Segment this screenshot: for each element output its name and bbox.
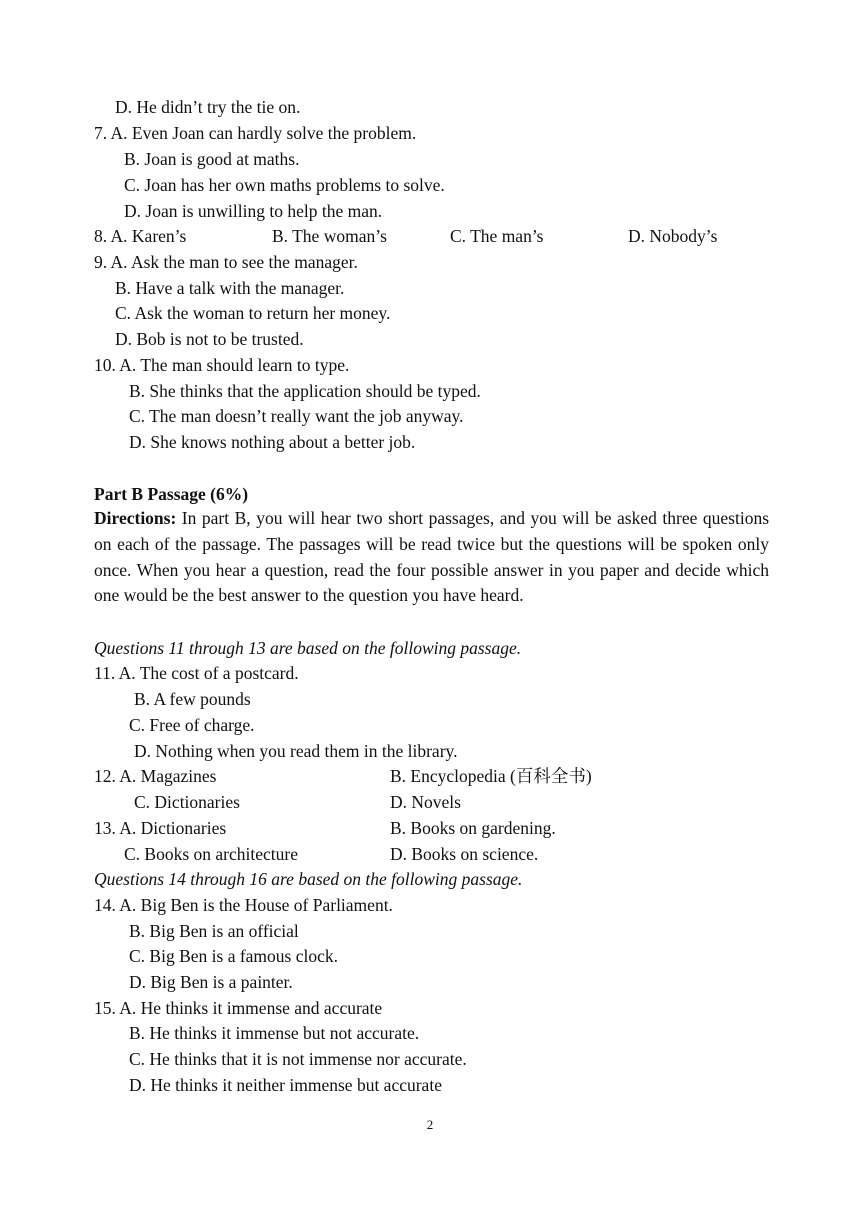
q15-option-c: C. He thinks that it is not immense nor accurate.: [129, 1049, 467, 1069]
q11-option-a: 11. A. The cost of a postcard.: [94, 663, 299, 683]
q8-option-c: C. The man’s: [450, 226, 544, 246]
page-number: 2: [426, 1117, 434, 1132]
q12-option-b: B. Encyclopedia (百科全书): [390, 766, 592, 786]
q14-option-c: C. Big Ben is a famous clock.: [129, 946, 339, 966]
q9-option-b: B. Have a talk with the manager.: [115, 278, 345, 298]
directions-paragraph: [94, 506, 769, 609]
directions-label: Directions:: [94, 508, 177, 528]
q9-option-c: C. Ask the woman to return her money.: [115, 303, 391, 323]
q9-option-a: 9. A. Ask the man to see the manager.: [94, 252, 358, 272]
q10-option-b: B. She thinks that the application should be typed.: [129, 381, 481, 401]
q7-option-b: B. Joan is good at maths.: [124, 149, 300, 169]
q8-option-b: B. The woman’s: [272, 226, 387, 246]
q12-option-d: D. Novels: [390, 792, 461, 812]
q13-option-a: 13. A. Dictionaries: [94, 818, 227, 838]
q14-option-b: B. Big Ben is an official: [129, 921, 299, 941]
q7-option-a: 7. A. Even Joan can hardly solve the problem.: [94, 123, 417, 143]
q10-option-a: 10. A. The man should learn to type.: [94, 355, 350, 375]
q9-option-d: D. Bob is not to be trusted.: [115, 329, 304, 349]
q7-option-d: D. Joan is unwilling to help the man.: [124, 201, 383, 221]
q15-option-d: D. He thinks it neither immense but accurate: [129, 1075, 442, 1095]
passage-2-intro: Questions 14 through 16 are based on the following passage.: [94, 869, 523, 889]
q14-option-a: 14. A. Big Ben is the House of Parliament.: [94, 895, 393, 915]
q10-option-d: D. She knows nothing about a better job.: [129, 432, 416, 452]
q13-option-b: B. Books on gardening.: [390, 818, 556, 838]
q11-option-c: C. Free of charge.: [129, 715, 255, 735]
directions-text: In part B, you will hear two short passages, and you will be asked three questions on each of the passage. The passages will be read twice but the questions will be spoken only once. When you hear a question, read the four possible answer in you paper and decide which one would be the best answer to the question you have heard.: [94, 508, 769, 606]
q13-option-d: D. Books on science.: [390, 844, 539, 864]
part-b-heading: Part B Passage (6%): [94, 484, 249, 504]
q11-option-d: D. Nothing when you read them in the library.: [134, 741, 458, 761]
q12-option-a: 12. A. Magazines: [94, 766, 217, 786]
q13-option-c: C. Books on architecture: [124, 844, 298, 864]
q12-option-c: C. Dictionaries: [134, 792, 240, 812]
q15-option-a: 15. A. He thinks it immense and accurate: [94, 998, 383, 1018]
passage-1-intro: Questions 11 through 13 are based on the following passage.: [94, 638, 522, 658]
q7-option-c: C. Joan has her own maths problems to solve.: [124, 175, 445, 195]
q15-option-b: B. He thinks it immense but not accurate.: [129, 1023, 420, 1043]
q10-option-c: C. The man doesn’t really want the job anyway.: [129, 406, 464, 426]
q11-option-b: B. A few pounds: [134, 689, 251, 709]
q14-option-d: D. Big Ben is a painter.: [129, 972, 293, 992]
q6-option-d: D. He didn’t try the tie on.: [115, 97, 301, 117]
q8-option-a: 8. A. Karen’s: [94, 226, 187, 246]
q8-option-d: D. Nobody’s: [628, 226, 718, 246]
